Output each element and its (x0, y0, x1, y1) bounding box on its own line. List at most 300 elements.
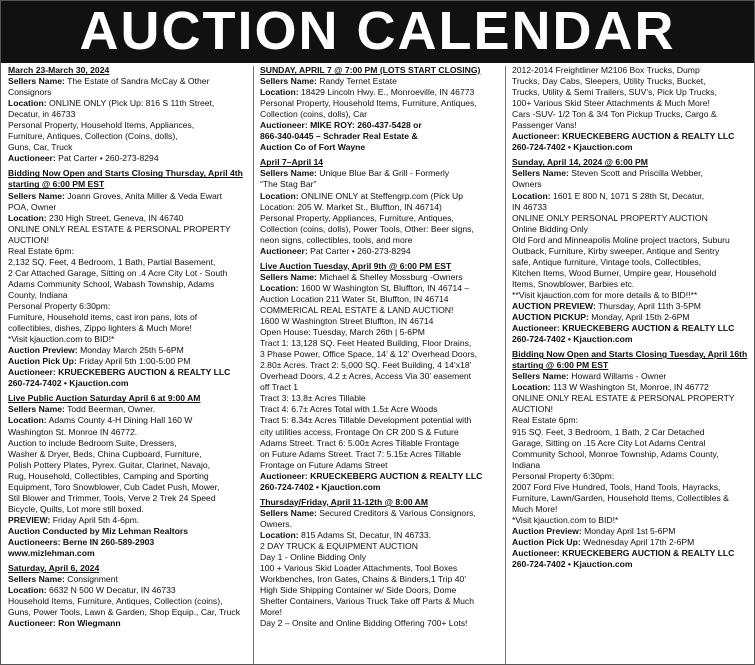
listing-field-value: Shelter Containers, Various Truck Take off Parts & Much (260, 596, 474, 607)
listing-field-value: 915 SQ. Feet, 3 Bedroom, 1 Bath, 2 Car Detached (512, 426, 705, 437)
listing-field-label: Location: (260, 529, 299, 540)
listing-line (512, 87, 750, 98)
listing-field-label: Auctioneers: Berne IN 260-589-2903 (8, 536, 155, 547)
listing-line (260, 179, 500, 190)
listing-field-value: Rug, Household, Collectibles, Camping and Sporting (8, 470, 209, 481)
listing-field-value: Adams Community School, Wabash Township, Adams (8, 278, 215, 289)
listing-field-value: Day 2 – Onsite and Online Bidding Offering 700+ Lots! (260, 618, 468, 629)
listing-field-label: Auction Pick Up: (8, 356, 77, 367)
listing-field-value: Monday March 25th 5-6PM (77, 345, 184, 356)
listing-field-value: collectibles, dishes, Zippo lighters & Much More! (8, 323, 192, 334)
listing-field-value: Workbenches, Iron Gates, Chains & Binders,1 Trip 40’ (260, 574, 467, 585)
listing-field-value: Furniture, Antiques, Collection (Coins, dolls), (8, 131, 178, 142)
listing-field-label: 260-724-7402 • Kjauction.com (260, 481, 381, 492)
listing-field-value: 2012-2014 Freightliner M2106 Box Trucks, Dump (512, 65, 700, 75)
listing-field-value: Kitchen Items, Wood Burner, Umpire gear, Household (512, 267, 717, 278)
listing-field-label: PREVIEW: (8, 514, 51, 525)
listing-field-value: 18429 Lincoln Hwy. E., Monroeville, IN 46773 (298, 87, 475, 98)
calendar-column-3 (512, 65, 750, 665)
listing-field-label: Location: (8, 415, 47, 426)
listing-line (512, 98, 750, 109)
listing-line (512, 415, 750, 426)
listing-field-value: 100 + Various Skid Loader Attachments, Tool Boxes (260, 563, 458, 574)
listing-field-value: Tract 4: 6.7± Acres Total with 1.5± Acre Woods (260, 404, 438, 415)
listing-line (8, 574, 248, 585)
listing-line (512, 548, 750, 559)
listing-line (512, 131, 750, 142)
listing-heading: Live Auction Tuesday, April 9th @ 6:00 PM EST (260, 260, 452, 271)
listing-line (260, 305, 500, 316)
listing-field-value: Tract 3: 13.8± Acres Tillable (260, 393, 366, 404)
listing-line (8, 301, 248, 312)
listing-heading: Live Public Auction Saturday April 6 at 9:00 AM (8, 393, 201, 404)
listing-field-value: Bicycle, Quilts, Lot more still boxed. (8, 503, 144, 514)
listing-field-label: Location: (260, 282, 299, 293)
listing-field-value: Equipment, Toro Snowblower, Cub Cadet Push, Mower, (8, 481, 220, 492)
listing-line (8, 504, 248, 515)
listing-field-value: 2 Car Attached Garage, Sitting on .4 Acre City Lot - South (8, 267, 228, 278)
column-divider (505, 66, 506, 665)
listing-field-value: Todd Beerman, Owner. (64, 404, 155, 415)
listing-line (260, 338, 500, 349)
listing-line (260, 438, 500, 449)
listing-line (512, 191, 750, 202)
listing-field-value: More! (260, 607, 282, 618)
listing-line (8, 415, 248, 426)
listing-heading: Saturday, April 6, 2024 (8, 563, 100, 574)
listing-line (260, 349, 500, 360)
listing-line (260, 530, 500, 541)
listing-field-label: AUCTION PICKUP: (512, 312, 589, 323)
listing-field-value: 113 W Washington St, Monroe, IN 46772 (550, 382, 709, 393)
listing-line (512, 526, 750, 537)
listing-line (512, 393, 750, 404)
listing-line (512, 504, 750, 515)
listing-field-value: Real Estate 6pm: (8, 245, 74, 256)
listing-field-value: Day 1 - Online Bidding Only (260, 552, 367, 563)
listing-line (260, 316, 500, 327)
listing-field-value: Collection (coins, dolls), Car (260, 109, 367, 120)
listing-field-value: 1601 E 800 N, 1071 S 28th St, Decatur, (550, 190, 705, 201)
listing-line (8, 98, 248, 109)
listing-field-value: Unique Blue Bar & Grill - Formerly (316, 168, 450, 179)
listing-field-value: Cars -SUV- 1/2 Ton & 3/4 Ton Pickup Trucks, Cargo & (512, 109, 717, 120)
listing-field-label: Auction Preview: (512, 525, 582, 536)
listing-heading: Bidding Now Open and Starts Closing Tuesday, April 16th starting @ 6:00 PM EST (512, 349, 748, 371)
listing-field-value: 230 High Street, Geneva, IN 46740 (46, 212, 184, 223)
listing-field-label: 866-340-0445 – Schrader Real Estate & (260, 131, 418, 142)
listing-line (512, 279, 750, 290)
listing-line (8, 268, 248, 279)
listing-field-value: Owners (512, 179, 542, 190)
listing-field-value: POA, Owner (8, 201, 57, 212)
listing-line (260, 213, 500, 224)
listing-field-label: Auctioneer: KRUECKEBERG AUCTION & REALTY LLC (512, 548, 735, 559)
listing-field-value: Personal Property 6:30pm: (8, 300, 111, 311)
listing-line (260, 272, 500, 283)
listing-line (8, 235, 248, 246)
listing-line (512, 371, 750, 382)
listing-line (8, 202, 248, 213)
listing-field-label: Auctioneer: MIKE ROY: 260-437-5428 or (260, 120, 422, 131)
listing-line (8, 449, 248, 460)
listing-field-value: 2.80± Acres. Tract 2: 5,000 SQ. Feet Building, 4 14’x18’ (260, 360, 472, 371)
listing-line (260, 460, 500, 471)
listing-line (512, 76, 750, 87)
listing-line (260, 449, 500, 460)
auction-listing (260, 157, 500, 256)
listing-line (260, 607, 500, 618)
listing-line (8, 515, 248, 526)
listing-field-value: Monday April 1st 5-6PM (581, 525, 676, 536)
listing-line (260, 552, 500, 563)
listing-field-value: Furniture, Lawn/Garden, Household Items, Collectibles & (512, 492, 729, 503)
auction-listing (512, 157, 750, 345)
listing-line (260, 120, 500, 131)
listing-heading: Sunday, April 14, 2024 @ 6:00 PM (512, 157, 648, 168)
listing-field-value: Pat Carter • 260-273-8294 (55, 153, 159, 164)
listing-line (8, 482, 248, 493)
listing-line (8, 323, 248, 334)
listing-line (8, 290, 248, 301)
auction-listing (260, 65, 500, 153)
listing-line (512, 301, 750, 312)
listing-line (8, 213, 248, 224)
listing-field-value: *Visit kjauction.com to BID!* (512, 514, 619, 525)
listing-line (260, 371, 500, 382)
listing-field-value: Personal Property, Household Items, Furniture, Antiques, (260, 98, 477, 109)
listing-line (8, 460, 248, 471)
auction-listing (260, 261, 500, 493)
calendar-column-2 (260, 65, 500, 665)
listing-field-label: 260-724-7402 • Kjauction.com (512, 559, 633, 570)
listing-field-value: Furniture, Household items, cast iron pans, lots of (8, 312, 198, 323)
listing-line (260, 168, 500, 179)
listing-field-value: Overhead Doors, 4.2 ± Acres, Access Via 30’ easement (260, 371, 472, 382)
listing-field-value: “The Stag Bar” (260, 179, 317, 190)
listing-line (260, 360, 500, 371)
listing-field-value: *Visit kjauction.com to BID!* (8, 334, 115, 345)
listing-field-label: Sellers Name: (8, 574, 65, 585)
listing-line (512, 493, 750, 504)
listing-field-value: 2 DAY TRUCK & EQUIPMENT AUCTION (260, 540, 418, 551)
listing-field-value: ONLINE ONLY REAL ESTATE & PERSONAL PROPERTY (512, 393, 735, 404)
listing-line (512, 559, 750, 570)
listing-line (260, 563, 500, 574)
listing-line (8, 548, 248, 559)
listing-field-value: ONLINE ONLY (Pick Up: 816 S 11th Street, (46, 98, 215, 109)
listing-line (260, 202, 500, 213)
listing-field-value: **Visit kjauction.com for more details & to BID!!** (512, 289, 698, 300)
listing-line (512, 460, 750, 471)
listing-heading: Thursday/Friday, April 11-12th @ 8:00 AM (260, 496, 429, 507)
listing-line (512, 179, 750, 190)
listing-field-label: Auction Preview: (8, 345, 78, 356)
listing-field-value: 6632 N 500 W Decatur, IN 46733 (46, 585, 176, 596)
listing-line (8, 246, 248, 257)
listing-field-value: Decatur, in 46733 (8, 109, 76, 120)
listing-field-label: www.mizlehman.com (8, 548, 95, 559)
listing-line (260, 191, 500, 202)
listing-line (8, 257, 248, 268)
listing-line (260, 508, 500, 519)
listing-line (260, 596, 500, 607)
listing-line (512, 537, 750, 548)
listing-field-value: off Tract 1 (260, 382, 299, 393)
listing-field-value: County, Indiana (8, 289, 68, 300)
listing-field-value: on Future Adams Street. Tract 7: 5.15± Acres Tillable (260, 448, 462, 459)
listing-line (8, 537, 248, 548)
listing-line (260, 109, 500, 120)
listing-field-value: Location: 205 W. Market St., Bluffton, IN 46714) (260, 201, 442, 212)
listing-field-value: Secured Creditors & Various Consignors, (316, 507, 476, 518)
listing-line (512, 213, 750, 224)
listing-field-label: Location: (512, 382, 551, 393)
listing-field-value: Much More! (512, 503, 558, 514)
listing-line (260, 585, 500, 596)
listing-line (260, 541, 500, 552)
listing-field-label: Auctioneer: (260, 245, 308, 256)
listing-field-value: Trucks, Utility & Semi Trailers, SUV’s, Pick Up Trucks, (512, 87, 717, 98)
listing-field-value: safe, Antique furniture, Vintage tools, Collectibles, (512, 256, 702, 267)
listing-field-label: Location: (512, 190, 551, 201)
listing-field-value: Joann Groves, Anita Miller & Veda Ewart (64, 190, 223, 201)
listing-field-label: Sellers Name: (512, 168, 569, 179)
listing-field-value: city utilities access, Frontage On CR 200 S & Future (260, 426, 459, 437)
listing-field-value: Old Ford and Minneapolis Moline project tractors, Suburu (512, 234, 730, 245)
listing-field-value: Personal Property, Appliances, Furniture, Antiques, (260, 212, 454, 223)
listing-field-value: Pat Carter • 260-273-8294 (307, 245, 411, 256)
listing-field-value: Guns, Power Tools, Lawn & Garden, Shop Equip., Car, Truck (8, 607, 240, 618)
listing-line (512, 515, 750, 526)
listing-line (8, 345, 248, 356)
listing-line (8, 596, 248, 607)
listing-line (512, 120, 750, 131)
listing-field-value: Collection (coins, dolls), Power Tools, Other: Beer signs, (260, 223, 474, 234)
listing-field-value: The Estate of Sandra McCay & Other (64, 76, 210, 87)
listing-field-label: Auctioneer: KRUECKEBERG AUCTION & REALTY LLC (512, 323, 735, 334)
listing-line (8, 438, 248, 449)
listing-line (260, 283, 500, 294)
listing-field-value: ONLINE ONLY at Steffengrp.com (Pick Up (298, 190, 463, 201)
listing-field-label: Auctioneer: KRUECKEBERG AUCTION & REALTY LLC (260, 470, 483, 481)
listing-field-label: Auctioneer: KRUECKEBERG AUCTION & REALTY LLC (512, 131, 735, 142)
listing-field-value: Friday April 5th 1:00-5:00 PM (76, 356, 191, 367)
listing-heading: Bidding Now Open and Starts Closing Thursday, April 4th starting @ 6:00 PM EST (8, 168, 243, 190)
listing-line (260, 404, 500, 415)
listing-field-value: IN 46733 (512, 201, 547, 212)
listing-line (260, 224, 500, 235)
listing-line (512, 257, 750, 268)
listing-line (260, 131, 500, 142)
listing-line (8, 109, 248, 120)
listing-line (8, 607, 248, 618)
listing-line (260, 427, 500, 438)
listing-field-value: 2007 Ford Five Hundred, Tools, Hand Tools, Hayracks, (512, 481, 721, 492)
listing-line (512, 323, 750, 334)
listing-line (512, 109, 750, 120)
listing-field-value: Friday April 5th 4-6pm. (50, 514, 140, 525)
listing-field-value: Open House: Tuesday, March 26th | 5-6PM (260, 327, 425, 338)
listing-field-label: Auction Co of Fort Wayne (260, 142, 366, 153)
listing-field-value: 815 Adams St, Decatur, IN 46733. (298, 529, 431, 540)
listing-line (512, 268, 750, 279)
listing-line (8, 87, 248, 98)
listing-field-value: Michael & Shelley Mossburg -Owners (316, 271, 463, 282)
listing-field-value: Personal Property, Household Items, Appliances, (8, 120, 195, 131)
auction-listing (8, 393, 248, 559)
listing-field-label: Location: (8, 98, 47, 109)
listing-line (260, 618, 500, 629)
listing-line (260, 519, 500, 530)
listing-field-label: Sellers Name: (8, 190, 65, 201)
listing-field-label: Location: (260, 87, 299, 98)
listing-line (512, 382, 750, 393)
listing-line (260, 482, 500, 493)
listing-field-value: Consignment (64, 574, 118, 585)
listing-line (8, 378, 248, 389)
listing-line (512, 224, 750, 235)
listing-line (8, 356, 248, 367)
listing-line (8, 191, 248, 202)
listing-field-value: AUCTION! (512, 404, 554, 415)
listing-field-value: ONLINE ONLY REAL ESTATE & PERSONAL PROPERTY (8, 223, 231, 234)
listing-line (512, 202, 750, 213)
listing-field-value: Stil Blower and Trimmer, Tools, Verve 2 Trek 24 Speed (8, 492, 216, 503)
listing-line (8, 585, 248, 596)
listing-line (8, 76, 248, 87)
listing-field-label: Location: (8, 212, 47, 223)
listing-line (260, 471, 500, 482)
page-title: AUCTION CALENDAR (0, 0, 755, 63)
auction-listing (260, 497, 500, 630)
listing-field-value: 2,132 SQ. Feet, 4 Bedroom, 1 Bath, Partial Basement, (8, 256, 216, 267)
listing-field-label: AUCTION PREVIEW: (512, 300, 596, 311)
listing-line (512, 334, 750, 345)
listing-line (512, 482, 750, 493)
listing-field-label: Sellers Name: (260, 168, 317, 179)
listing-heading: April 7–April 14 (260, 157, 324, 168)
listing-field-value: Frontage on Future Adams Street (260, 459, 388, 470)
listing-field-value: Tract 5: 8.34± Acres Tillable Development potential with (260, 415, 472, 426)
listing-line (8, 224, 248, 235)
listing-field-value: Owners. (260, 518, 292, 529)
listing-line (512, 142, 750, 153)
listing-line (512, 246, 750, 257)
listing-field-label: Auctioneer: (8, 153, 56, 164)
listing-field-value: Consignors (8, 87, 52, 98)
listing-line (8, 471, 248, 482)
listing-field-label: Sellers Name: (260, 507, 317, 518)
listing-field-value: Indiana (512, 459, 541, 470)
listing-field-value: Tract 1: 13,128 SQ. Feet Heated Building, Floor Drains, (260, 338, 472, 349)
listing-field-value: Guns, Car, Truck (8, 142, 73, 153)
listing-line (512, 404, 750, 415)
listing-field-value: Household Items, Furniture, Antiques, Collection (coins), (8, 596, 223, 607)
listing-line (8, 526, 248, 537)
listing-field-value: Thursday, April 11th 3-5PM (595, 300, 701, 311)
listing-field-label: Sellers Name: (8, 404, 65, 415)
listing-field-value: Randy Ternet Estate (316, 76, 397, 87)
listing-field-label: Location: (8, 585, 47, 596)
listing-line (8, 404, 248, 415)
listing-line (512, 449, 750, 460)
listing-field-value: Passenger Vans! (512, 120, 577, 131)
listing-line (260, 574, 500, 585)
listing-line (8, 312, 248, 323)
listing-line (8, 334, 248, 345)
listing-field-value: Adams County 4-H Dining Hall 160 W (46, 415, 193, 426)
listing-line (512, 65, 750, 76)
listing-line (260, 382, 500, 393)
column-divider (253, 66, 254, 665)
listing-field-value: Steven Scott and Priscilla Webber, (568, 168, 703, 179)
listing-heading: March 23-March 30, 2024 (8, 65, 110, 75)
listing-field-label: 260-724-7402 • Kjauction.com (512, 142, 633, 153)
listing-line (8, 153, 248, 164)
listing-field-value: Auction Location 211 Water St, Bluffton, IN 46714 (260, 293, 449, 304)
listing-heading: SUNDAY, APRIL 7 @ 7:00 PM (LOTS START CLOSING) (260, 65, 481, 75)
listing-line (512, 438, 750, 449)
listing-field-value: Personal Property 6:30pm: (512, 470, 615, 481)
listing-field-value: Outback, Furniture, Kirby sweeper, Antique and Sentry (512, 245, 720, 256)
listing-field-value: Adams Street. Tract 6: 5.00± Acres Tillable Frontage (260, 437, 460, 448)
listing-field-value: Auction to include Bedroom Suite, Dressers, (8, 437, 177, 448)
listing-field-label: Auction Conducted by Miz Lehman Realtors (8, 525, 189, 536)
listing-line (8, 427, 248, 438)
listing-field-label: Auctioneer: KRUECKEBERG AUCTION & REALTY LLC (8, 367, 231, 378)
listing-field-label: Sellers Name: (512, 371, 569, 382)
listing-line (512, 168, 750, 179)
listing-field-label: Sellers Name: (260, 271, 317, 282)
listing-field-value: 1600 W Washington Street Bluffton, IN 46714 (260, 316, 434, 327)
listing-line (512, 312, 750, 323)
listing-field-value: Community School, Monroe Township, Adams County, (512, 448, 719, 459)
listing-field-label: Sellers Name: (8, 76, 65, 87)
listing-field-label: 260-724-7402 • Kjauction.com (8, 378, 129, 389)
listing-line (512, 427, 750, 438)
listing-field-value: neon signs, collectibles, tools, and more (260, 234, 413, 245)
auction-listing (8, 168, 248, 389)
listing-field-value: Polish Pottery Plates, Pyrex. Guitar, Clarinet, Navajo, (8, 459, 211, 470)
listing-field-label: Sellers Name: (260, 76, 317, 87)
listing-field-value: ONLINE ONLY PERSONAL PROPERTY AUCTION (512, 212, 708, 223)
listing-field-value: Items, Snowblower, Barbies etc. (512, 278, 635, 289)
listing-line (512, 471, 750, 482)
listing-field-value: COMMERICAL REAL ESTATE & LAND AUCTION! (260, 304, 454, 315)
listing-line (260, 235, 500, 246)
listing-line (260, 415, 500, 426)
listing-line (260, 142, 500, 153)
listing-field-value: Real Estate 6pm: (512, 415, 578, 426)
listing-field-value: High Side Shipping Container w/ Side Doors, Dome (260, 585, 457, 596)
listing-line (260, 327, 500, 338)
calendar-column-1 (8, 65, 248, 665)
auction-listing (512, 65, 750, 153)
auction-listing (8, 65, 248, 164)
listing-line (8, 142, 248, 153)
listing-line (260, 87, 500, 98)
listing-field-value: Online Bidding Only (512, 223, 588, 234)
listing-line (512, 290, 750, 301)
listing-field-value: 1600 W Washington St, Bluffton, IN 46714 – (298, 282, 470, 293)
listing-line (512, 235, 750, 246)
listing-field-value: Washer & Dryer, Beds, China Cupboard, Furniture, (8, 448, 202, 459)
listing-field-value: 100+ Various Skid Steer Attachments & Much More! (512, 98, 710, 109)
listing-field-label: Location: (260, 190, 299, 201)
listing-field-value: Wednesday April 17th 2-6PM (580, 536, 695, 547)
listing-field-label: Auctioneer: Ron Wiegmann (8, 618, 121, 629)
